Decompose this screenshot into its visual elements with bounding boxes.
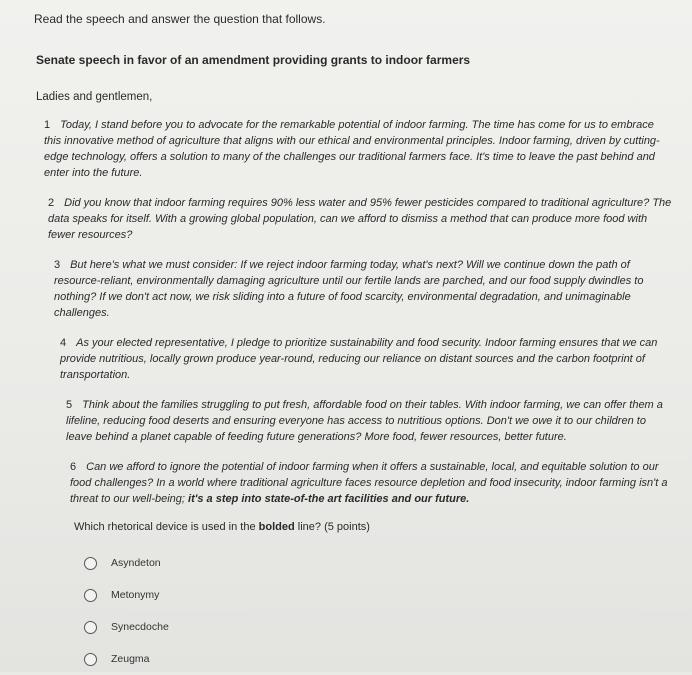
speech-paragraph-1: 1 Today, I stand before you to advocate for the remarkable potential of indoor farming. The time has come for us to embrace this innovative method of agriculture that aligns with our ethical and environmental principles. Indoor farming, driven by cutting-edge technology, offers a solution to many of the challenges our traditional farmers face. It's time to leave the past behind and enter into the future.: [44, 119, 660, 179]
question-text: Which rhetorical device is used in the bolded line? (5 points): [74, 521, 370, 533]
radio-icon[interactable]: [84, 653, 97, 666]
option-metonymy[interactable]: [84, 579, 672, 611]
instructions: Read the speech and answer the question that follows.: [34, 12, 326, 26]
bolded-line: it's a step into state-of-the art facilities and our future.: [188, 493, 470, 505]
radio-icon[interactable]: [84, 557, 97, 570]
option-zeugma[interactable]: [84, 643, 672, 675]
speech-paragraph-3: 3 But here's what we must consider: If we reject indoor farming today, what's next? Will we continue down the path of resource-reliant, environmentally damaging agriculture until our fertile lands are parched, and our food supply dwindles to nothing? If we don't act now, we risk sliding into a future of food scarcity, environmental degradation, and unimaginable challenges.: [54, 259, 644, 319]
answer-options: [84, 547, 672, 675]
option-label: Asyndeton: [111, 557, 161, 569]
speech-paragraph-5: 5 Think about the families struggling to put fresh, affordable food on their tables. With indoor farming, we can offer them a lifeline, reducing food deserts and ensuring everyone has access to nutritious options. Don't we owe it to our children to leave behind a planet capable of feeding future generations? More food, fewer resources, better future.: [66, 399, 663, 443]
option-label: Zeugma: [111, 653, 150, 665]
speech-paragraph-4: 4 As your elected representative, I pledge to prioritize sustainability and food security. Indoor farming ensures that we can provide nutritious, locally grown produce year-round, reducing our reliance on distant sources and the carbon footprint of transportation.: [60, 337, 658, 381]
option-label: Metonymy: [111, 589, 160, 601]
option-label: Synecdoche: [111, 621, 169, 633]
option-synecdoche[interactable]: [84, 611, 672, 643]
speech-paragraph-2: 2 Did you know that indoor farming requires 90% less water and 95% fewer pesticides compared to traditional agriculture? The data speaks for itself. With a growing global population, can we afford to dismiss a method that can produce more food with fewer resources?: [48, 197, 672, 241]
option-asyndeton[interactable]: [84, 547, 672, 579]
speech-title: Senate speech in favor of an amendment providing grants to indoor farmers: [36, 53, 471, 67]
speech-paragraph-6: 6 Can we afford to ignore the potential of indoor farming when it offers a sustainable, local, and equitable solution to our food challenges? In a world where traditional agriculture faces resource depletion and food insecurity, indoor farming isn't a threat to our well-being; it's a step into state-of-the art facilities and our future.: [70, 461, 668, 505]
radio-icon[interactable]: [84, 621, 97, 634]
radio-icon[interactable]: [84, 589, 97, 602]
speech-greeting: Ladies and gentlemen,: [36, 91, 153, 103]
